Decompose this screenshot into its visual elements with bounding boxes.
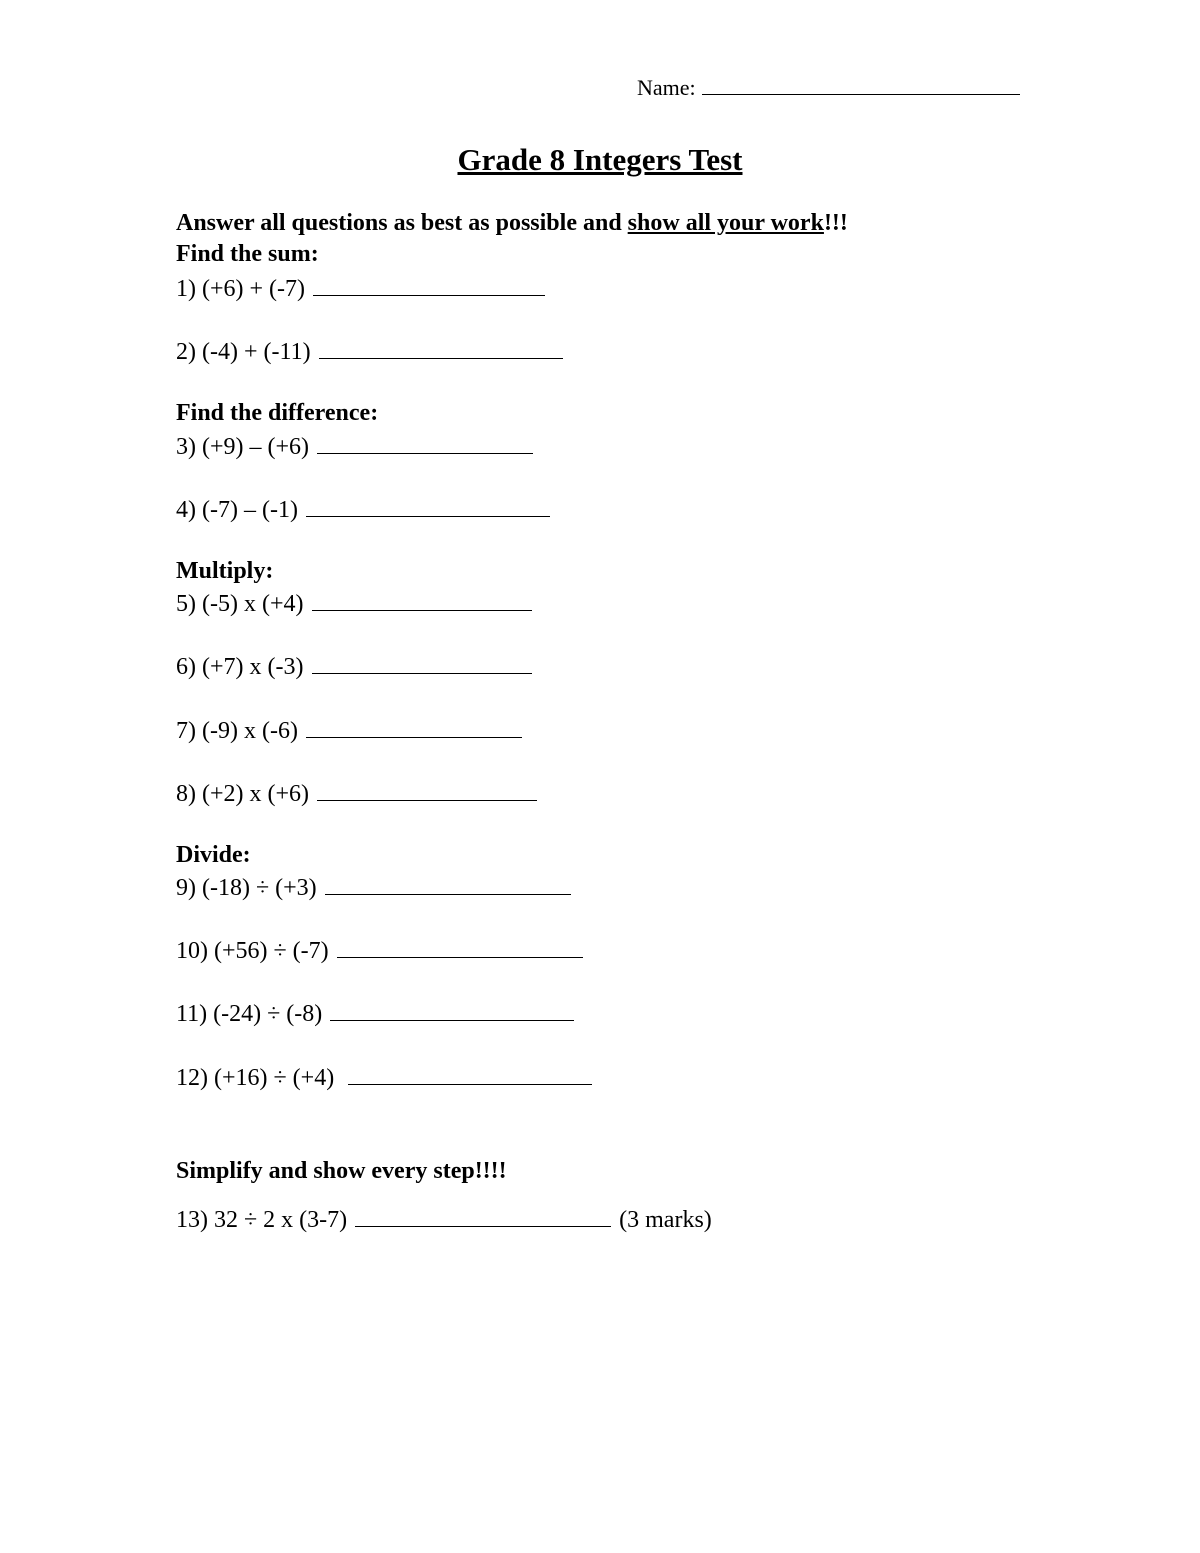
question-text: 11) (-24) ÷ (-8)	[176, 1001, 323, 1027]
answer-blank-8[interactable]	[317, 780, 537, 801]
answer-blank-12[interactable]	[348, 1064, 592, 1085]
section-heading-difference: Find the difference:	[176, 400, 379, 426]
question-12	[176, 1064, 592, 1092]
question-7	[176, 717, 522, 745]
question-text: 12) (+16) ÷ (+4)	[176, 1065, 335, 1091]
section-heading-divide: Divide:	[176, 842, 251, 868]
answer-blank-4[interactable]	[306, 496, 550, 517]
question-text: 8) (+2) x (+6)	[176, 781, 310, 807]
question-4	[176, 496, 550, 524]
answer-blank-11[interactable]	[330, 1000, 574, 1021]
instructions-suffix: !!!	[823, 210, 848, 236]
question-text: 13) 32 ÷ 2 x (3-7)	[176, 1207, 348, 1233]
answer-blank-5[interactable]	[312, 590, 532, 611]
section-heading-sum: Find the sum:	[176, 241, 319, 267]
question-3	[176, 433, 533, 461]
answer-blank-10[interactable]	[337, 937, 583, 958]
question-text: 10) (+56) ÷ (-7)	[176, 938, 329, 964]
answer-blank-1[interactable]	[313, 275, 545, 296]
page-title: Grade 8 Integers Test	[457, 142, 743, 177]
question-11	[176, 1000, 574, 1028]
question-8	[176, 780, 537, 808]
question-1	[176, 275, 545, 303]
question-9	[176, 874, 571, 902]
question-6	[176, 653, 532, 681]
question-10	[176, 937, 583, 965]
question-text: 4) (-7) – (-1)	[176, 497, 298, 523]
question-text: 5) (-5) x (+4)	[176, 591, 304, 617]
instructions-prefix: Answer all questions as best as possible and	[176, 210, 628, 236]
answer-blank-2[interactable]	[319, 338, 563, 359]
name-label: Name:	[637, 75, 696, 100]
question-text: 7) (-9) x (-6)	[176, 718, 298, 744]
question-5	[176, 590, 532, 618]
section-heading-multiply: Multiply:	[176, 558, 274, 584]
question-text: 1) (+6) + (-7)	[176, 276, 306, 302]
answer-blank-13[interactable]	[355, 1206, 611, 1227]
section-heading-simplify: Simplify and show every step!!!!	[176, 1158, 507, 1184]
question-text: 3) (+9) – (+6)	[176, 434, 310, 460]
name-blank[interactable]	[702, 72, 1020, 95]
answer-blank-9[interactable]	[325, 874, 571, 895]
answer-blank-6[interactable]	[312, 653, 532, 674]
question-text: 9) (-18) ÷ (+3)	[176, 875, 317, 901]
answer-blank-7[interactable]	[306, 717, 522, 738]
question-text: 2) (-4) + (-11)	[176, 339, 311, 365]
name-field-row	[637, 72, 1020, 101]
answer-blank-3[interactable]	[317, 433, 533, 454]
question-2	[176, 338, 563, 366]
instructions	[176, 210, 848, 237]
instructions-emphasis: show all your work	[627, 210, 824, 236]
marks-label: (3 marks)	[619, 1207, 712, 1233]
question-text: 6) (+7) x (-3)	[176, 654, 304, 680]
question-13	[176, 1206, 712, 1234]
